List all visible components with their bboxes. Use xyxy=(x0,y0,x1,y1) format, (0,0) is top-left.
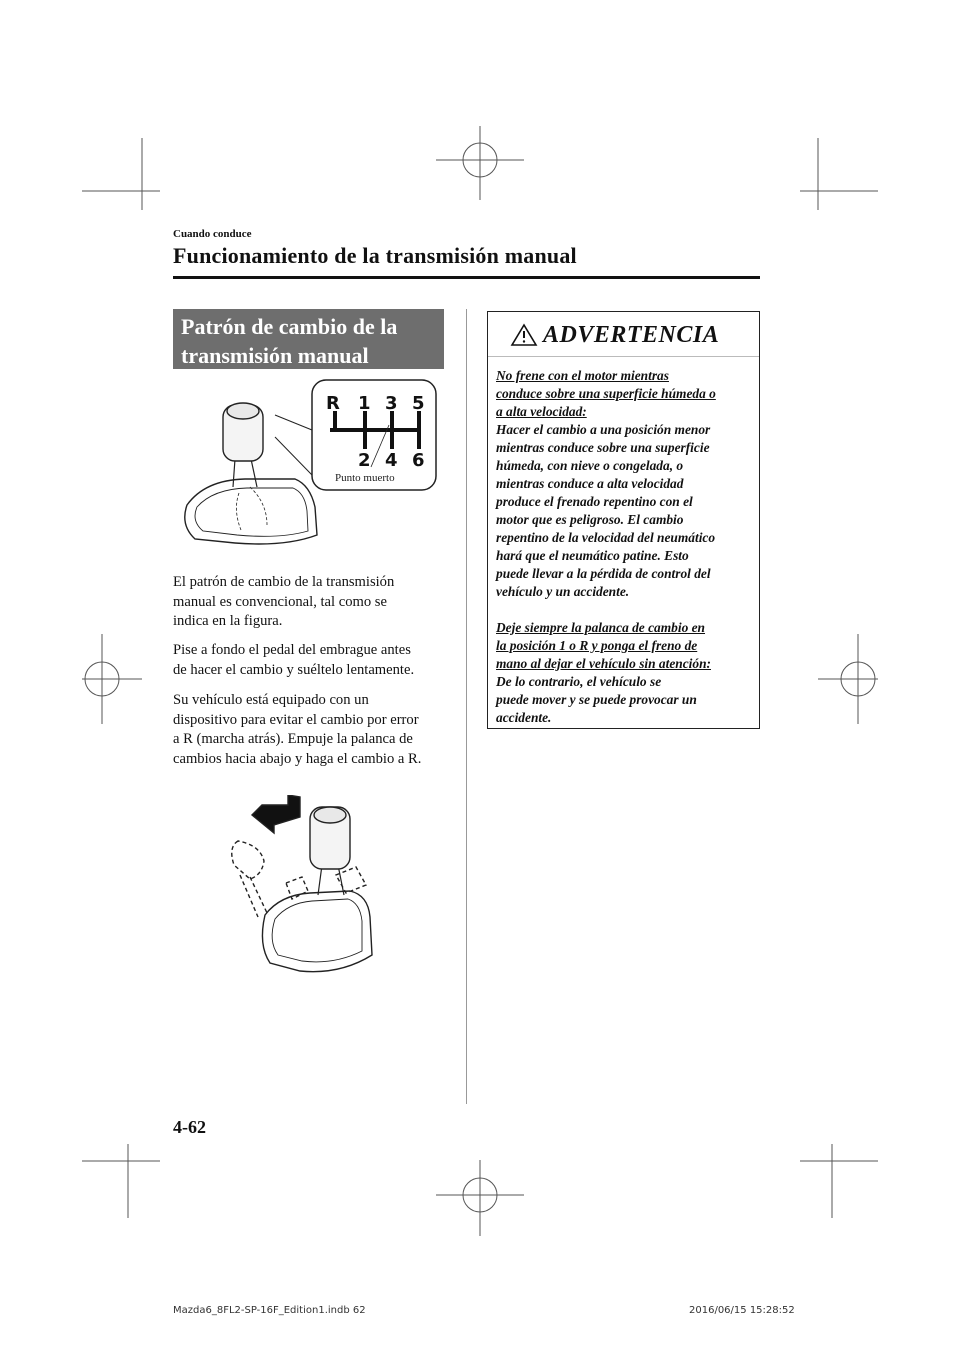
warning-title: ADVERTENCIA xyxy=(543,322,720,348)
warning-text-line: Hacer el cambio a una posición menor xyxy=(496,422,711,437)
warning-text-line: mientras conduce a alta velocidad xyxy=(496,476,684,491)
warning-text-line: puede llevar a la pérdida de control del xyxy=(496,566,711,581)
gear-5-label: 5 xyxy=(412,393,425,414)
gear-1-label: 1 xyxy=(358,393,371,414)
warning-heading-line: conduce sobre una superficie húmeda o xyxy=(496,386,716,401)
gear-6-label: 6 xyxy=(412,450,425,471)
boot-outline-2 xyxy=(262,891,372,972)
neutral-label: Punto muerto xyxy=(335,472,395,484)
warning-heading-line: Deje siempre la palanca de cambio en xyxy=(496,620,706,635)
push-arrow xyxy=(252,795,300,833)
section-heading-line2: transmisión manual xyxy=(181,343,369,368)
lever-shaft xyxy=(233,459,257,487)
warning-box xyxy=(487,311,760,729)
warning-heading-line: No frene con el motor mientras xyxy=(496,368,669,383)
text-line: a R (marcha atrás). Empuje la palanca de xyxy=(173,731,413,747)
section-heading xyxy=(173,309,444,369)
boot-outline xyxy=(185,479,317,544)
text-line: Pise a fondo el pedal del embrague antes xyxy=(173,642,411,658)
warning-heading-line: la posición 1 o R y ponga el freno de xyxy=(496,638,698,653)
warning-text-line: accidente. xyxy=(496,710,552,725)
warning-text-line: vehículo y un accidente. xyxy=(496,584,630,599)
warning-header xyxy=(488,312,759,357)
gear-4-label: 4 xyxy=(385,450,398,471)
shift-pattern-figure xyxy=(175,375,445,555)
text-line: dispositivo para evitar el cambio por error xyxy=(173,711,419,728)
warning-text-line: hará que el neumático patine. Esto xyxy=(496,548,689,563)
warning-text-line: húmeda, con nieve o congelada, o xyxy=(496,458,684,473)
text-line: Su vehículo está equipado con un xyxy=(173,692,369,708)
footer-timestamp: 2016/06/15 15:28:52 xyxy=(689,1305,795,1316)
warning-text-line: mientras conduce sobre una superficie xyxy=(496,440,710,455)
gear-3-label: 3 xyxy=(385,393,398,414)
footer-file: Mazda6_8FL2-SP-16F_Edition1.indb 62 xyxy=(173,1305,366,1316)
warning-body xyxy=(496,367,758,727)
warning-heading-line: mano al dejar el vehículo sin atención: xyxy=(496,656,711,671)
paragraph-2 xyxy=(173,641,463,680)
warning-text-line: De lo contrario, el vehículo se xyxy=(496,674,662,689)
title-rule xyxy=(173,276,760,279)
page-title: Funcionamiento de la transmisión manual xyxy=(173,243,577,268)
paragraph-3 xyxy=(173,691,463,769)
column-divider xyxy=(466,309,467,1104)
gear-2-label: 2 xyxy=(358,450,371,471)
warning-text-line: puede mover y se puede provocar un xyxy=(496,692,697,707)
text-line: cambios hacia abajo y haga el cambio a R. xyxy=(173,750,422,767)
text-line: de hacer el cambio y suéltelo lentamente. xyxy=(173,661,415,678)
warning-text-line: produce el frenado repentino con el xyxy=(496,494,693,509)
chapter-label: Cuando conduce xyxy=(173,228,252,240)
reverse-shift-figure xyxy=(210,795,390,985)
text-line: indica en la figura. xyxy=(173,613,283,629)
text-line: El patrón de cambio de la transmisión xyxy=(173,574,395,590)
gear-r-label: R xyxy=(326,393,340,414)
text-line: manual es convencional, tal como se xyxy=(173,593,387,610)
warning-heading-line: a alta velocidad: xyxy=(496,404,587,419)
section-heading-line1: Patrón de cambio de la xyxy=(181,314,398,339)
warning-text-line: repentino de la velocidad del neumático xyxy=(496,530,716,545)
page-number: 4-62 xyxy=(173,1117,206,1137)
warning-text-line: motor que es peligroso. El cambio xyxy=(496,512,684,527)
paragraph-1 xyxy=(173,573,463,632)
warning-triangle-icon xyxy=(510,323,538,347)
